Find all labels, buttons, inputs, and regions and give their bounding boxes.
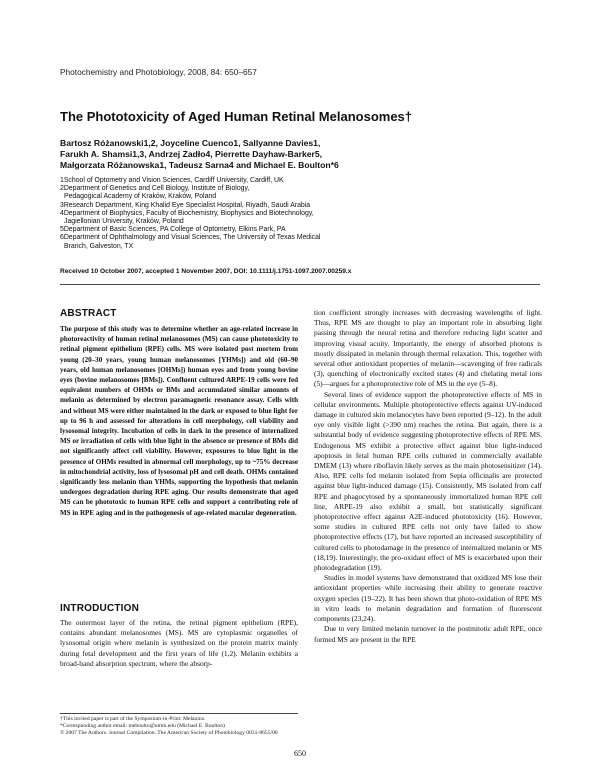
affiliation: 5Department of Basic Sciences, PA College of Optometry, Elkins Park, PA xyxy=(60,226,286,234)
received-doi-line: Received 10 October 2007, accepted 1 November 2007, DOI: 10.1111/j.1751-1097.2007.00259.x xyxy=(60,268,352,275)
affiliation-list xyxy=(60,177,440,251)
body-paragraph: Several lines of evidence support the photoprotective effects of MS in cellular environments. Multiple photoprotective effects against UV-induced damage in cultured skin melanocytes have been reported (9–12). In the adult eye only visible light (>390 nm) reaches the retina. But again, there is a substantial body of evidence suggesting photoprotective effects of RPE MS. Endogenous MS exhibit a protective effect against blue light-induced apoptosis in fetal human RPE cells cultured in commercially available DMEM (13) where riboflavin likely serves as the main photosensitizer (14). Also, RPE cells fed melanin isolated from Sepia officinalis are protected against blue light-induced damage (15). Consistently, MS isolated from calf RPE and phagocytosed by a spontaneously immortalized human RPE cell line, ARPE-19 also exhibit a small, but statistically significant photoprotective effect against A2E-induced phototoxicity (16). However, some studies in cultured RPE cells not only have failed to show photoprotective effects (17), but have reported an increased susceptibility of cultured cells to photodamage in the presence of internalized melanin or MS (18,19). Interestingly, the pro-oxidant effect of MS is exacerbated upon their photodegradation (19). xyxy=(314,389,542,573)
header-divider xyxy=(60,284,540,285)
footnote: *Corresponding author email: meboulto@utmb.edu (Michael E. Boulton) xyxy=(60,722,225,729)
body-paragraph: Studies in model systems have demonstrated that oxidized MS lose their antioxidant properties while increasing their ability to generate reactive oxygen species (19–22). It has been shown that photo-oxidation of RPE MS in vitro leads to melanin degradation and formation of fluorescent components (23,24). xyxy=(314,573,542,624)
footnote-divider xyxy=(60,713,298,714)
affiliation: 2Department of Genetics and Cell Biology, Institute of Biology, xyxy=(60,185,250,193)
affiliation: 4Department of Biophysics, Faculty of Biochemistry, Biophysics and Biotechnology, xyxy=(60,209,314,217)
author-list xyxy=(60,138,390,171)
abstract-heading: ABSTRACT xyxy=(60,308,117,319)
body-paragraph: tion coefficient strongly increases with decreasing wavelengths of light. Thus, RPE MS are thought to play an important role in absorbing light passing through the neural retina and therefore reducing light scatter and improving visual acuity. Importantly, the energy of absorbed photons is mostly dissipated in melanin through thermal relaxation. This, together with several other antioxidant properties of melanin—scavenging of free radicals (3), quenching of electronically excited states (4) and chelating metal ions (5)—argues for a photoprotective role of MS in the eye (5–8). xyxy=(314,308,542,389)
author-line: Farukh A. Shamsi1,3, Andrzej Zadło4, Pierrette Dayhaw-Barker5, xyxy=(60,149,323,159)
footnote: †This invited paper is part of the Symposium-in-Print: Melanins. xyxy=(60,716,206,722)
journal-header: Photochemistry and Photobiology, 2008, 84: 650–657 xyxy=(60,67,257,77)
abstract-text: The purpose of this study was to determine whether an age-related increase in photoreactivity of human retinal melanosomes (MS) can cause phototoxicity to retinal pigment epithelium (RPE) cells. MS were isolated post mortem from young (20–30 years, young human melanosomes [YHMs]) and old (60–90 years, old human melanosomes [OHMs]) human eyes and from young bovine eyes (bovine melanosomes [BMs]). Confluent cultured ARPE-19 cells were fed equivalent numbers of OHMs or BMs and accumulated similar amounts of melanin as determined by electron paramagnetic resonance assay. Cells with and without MS were either maintained in the dark or exposed to blue light for up to 96 h and assessed for alterations in cell morphology, cell viability and lysosomal integrity. Incubation of cells in dark in the presence of internalized MS or irradiation of cells with blue light in the absence or presence of BMs did not significantly affect cell viability. However, exposures to blue light in the presence of OHMs resulted in abnormal cell morphology, up to ~75% decrease in mitochondrial activity, loss of lysosomal pH and cell death. OHMs contained significantly less melanin than YHMs, supporting the hypothesis that melanin undergoes degradation during RPE aging. Our results demonstrate that aged MS can be phototoxic to human RPE cells and support a contributing role of MS in RPE aging and in the pathogenesis of age-related macular degeneration. xyxy=(60,325,298,517)
author-line: Bartosz Różanowski1,2, Joyceline Cuenco1, Sallyanne Davies1, xyxy=(60,138,321,148)
affiliation: 6Department of Ophthalmology and Visual Sciences, The University of Texas Medical xyxy=(60,234,321,242)
affiliation: Jagiellonian University, Kraków, Poland xyxy=(64,218,184,226)
footnote: © 2007 The Authors. Journal Compilation. The American Society of Photobiology 0031-8655/08 xyxy=(60,729,278,736)
affiliation: Branch, Galveston, TX xyxy=(64,242,134,250)
body-paragraph: Due to very limited melanin turnover in the postmitotic adult RPE, once formed MS are present in the RPE xyxy=(314,624,542,644)
affiliation: Pedagogical Academy of Kraków, Kraków, Poland xyxy=(64,193,217,201)
affiliation: 1School of Optometry and Vision Sciences, Cardiff University, Cardiff, UK xyxy=(60,177,284,184)
author-line: Małgorzata Różanowska1, Tadeusz Sarna4 and Michael E. Boulton*6 xyxy=(60,160,339,170)
affiliation: 3Research Department, King Khalid Eye Specialist Hospital, Riyadh, Saudi Arabia xyxy=(60,201,311,209)
page-number: 650 xyxy=(294,749,306,758)
right-column-text xyxy=(314,308,542,645)
introduction-text: The outermost layer of the retina, the retinal pigment epithelium (RPE), contains abundant melanosomes (MS). MS are cytoplasmic organelles of lysosomal origin where melanin is synthesized on the protein matrix mainly during fetal development and the first years of life (1,2). Melanin exhibits a broad-band absorption spectrum, where the absorp- xyxy=(60,618,298,668)
footnotes xyxy=(60,716,298,736)
article-title: The Phototoxicity of Aged Human Retinal Melanosomes† xyxy=(60,109,413,124)
introduction-heading: INTRODUCTION xyxy=(60,603,140,614)
